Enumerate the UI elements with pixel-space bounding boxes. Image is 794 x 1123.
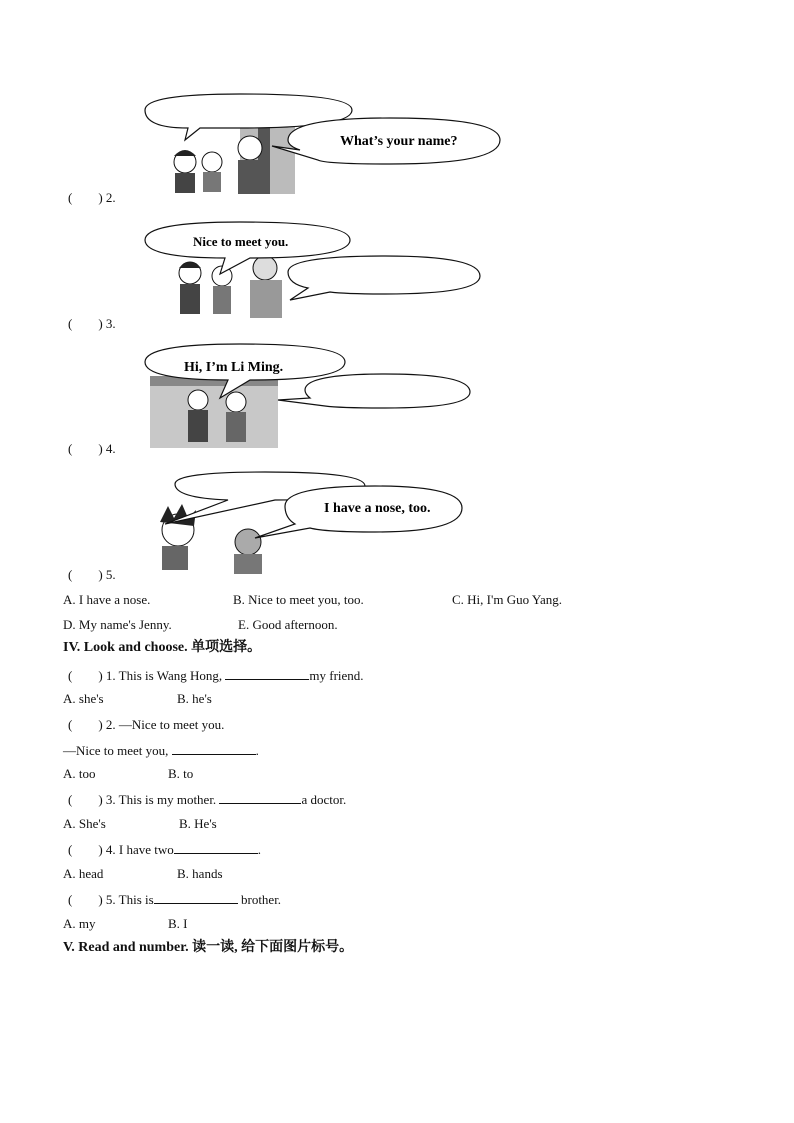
s4-q5-bracket[interactable]: ( ) [68,892,103,907]
question-4-number: 4. [105,441,116,456]
s4-q3-post: a doctor. [301,792,347,807]
s4-q2-bracket[interactable]: ( ) [68,717,103,732]
picture-2-illustration [140,90,540,200]
picture-4-illustration [140,342,500,452]
option-a: A. I have a nose. [63,592,151,607]
picture-5 [140,470,500,585]
s4-q5-option-b: B. I [168,916,188,931]
picture-5-speech-right: I have a nose, too. [324,501,431,516]
question-2-bracket[interactable]: ( ) [68,190,103,205]
section-4-title: IV. Look and choose. 单项选择。 [63,640,262,655]
s4-question-4 [68,841,261,858]
s4-q4-option-a: A. head [63,866,104,881]
picture-4-speech-left: Hi, I’m Li Ming. [184,360,284,375]
s4-q5-pre: 5. This is [105,892,154,907]
option-c: C. Hi, I'm Guo Yang. [452,592,562,607]
s4-question-1 [68,667,364,684]
s4-q2-pre: —Nice to meet you, [63,743,169,758]
s4-question-5 [68,891,281,908]
picture-3 [140,218,500,333]
s4-q5-option-a: A. my [63,916,96,931]
question-3-bracket[interactable]: ( ) [68,316,103,331]
s4-q3-option-b: B. He's [179,816,217,831]
s4-q1-option-b: B. he's [177,691,212,706]
s4-q5-blank[interactable] [154,891,238,904]
s4-q2-blank[interactable] [172,742,256,755]
s4-q1-blank[interactable] [225,667,309,680]
s4-q3-blank[interactable] [219,791,301,804]
s4-q3-bracket[interactable]: ( ) [68,792,103,807]
question-4-label [68,441,116,457]
s4-q1-option-a: A. she's [63,691,104,706]
s4-q3-pre: 3. This is my mother. [105,792,217,807]
option-d: D. My name's Jenny. [63,617,172,632]
picture-5-illustration [140,470,500,580]
option-e: E. Good afternoon. [238,617,338,632]
s4-q4-post: . [257,842,262,857]
picture-2 [140,90,540,205]
s4-q1-bracket[interactable]: ( ) [68,668,103,683]
s4-q3-option-a: A. She's [63,816,106,831]
s4-q1-pre: 1. This is Wang Hong, [105,668,223,683]
s4-q5-post: brother. [240,892,282,907]
question-2-number: 2. [105,190,116,205]
s4-question-2 [68,717,224,733]
question-3-label [68,316,116,332]
s4-q4-bracket[interactable]: ( ) [68,842,103,857]
picture-4 [140,342,500,457]
s4-q2-option-b: B. to [168,766,194,781]
question-5-number: 5. [105,567,116,582]
picture-3-speech-left: Nice to meet you. [193,234,289,249]
question-2-label [68,190,116,206]
s4-q1-post: my friend. [309,668,364,683]
question-5-bracket[interactable]: ( ) [68,567,103,582]
s4-question-3 [68,791,346,808]
picture-2-speech-right: What’s your name? [340,134,458,149]
section-5-title: V. Read and number. 读一读, 给下面图片标号。 [63,940,354,955]
option-b: B. Nice to meet you, too. [233,592,364,607]
s4-q4-pre: 4. I have two [105,842,174,857]
question-3-number: 3. [105,316,116,331]
picture-3-illustration [140,218,500,328]
s4-q2-line1: 2. —Nice to meet you. [105,717,225,732]
s4-q2-post: . [255,743,259,758]
s4-q4-blank[interactable] [174,841,258,854]
s4-q2-option-a: A. too [63,766,96,781]
s4-q4-option-b: B. hands [177,866,223,881]
question-4-bracket[interactable]: ( ) [68,441,103,456]
question-5-label [68,567,116,583]
s4-question-2-line2 [63,742,259,759]
